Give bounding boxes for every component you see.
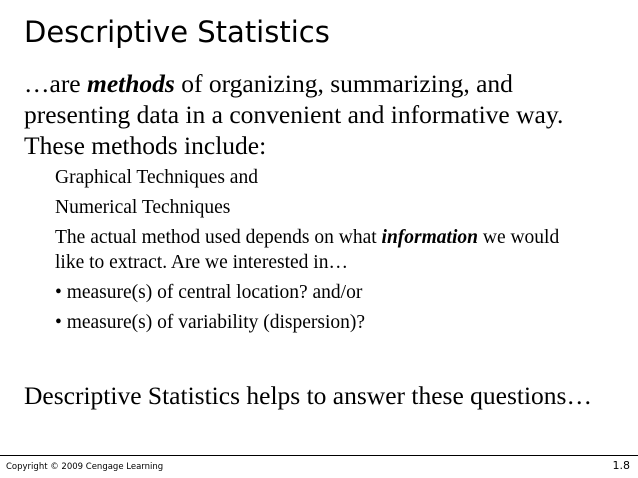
footer-page-number: 1.8	[612, 459, 630, 472]
slide-title: Descriptive Statistics	[24, 15, 330, 49]
bullet-variability: • measure(s) of variability (dispersion)?	[55, 312, 366, 333]
method-emphasis-information: information	[381, 227, 478, 248]
intro-emphasis-methods: methods	[87, 69, 175, 98]
item-numerical-techniques: Numerical Techniques	[55, 197, 231, 218]
intro-paragraph	[24, 68, 624, 161]
footer-divider	[0, 455, 638, 456]
method-line-1-rest: we would	[477, 227, 560, 248]
method-line-1-lead: The actual method used depends on what	[55, 227, 382, 248]
footer-copyright: Copyright © 2009 Cengage Learning	[6, 462, 164, 472]
method-line-2: like to extract. Are we interested in…	[55, 252, 348, 273]
item-graphical-techniques: Graphical Techniques and	[55, 167, 258, 188]
closing-statement: Descriptive Statistics helps to answer these questions…	[24, 381, 592, 410]
bullet-central-location: • measure(s) of central location? and/or	[55, 282, 363, 303]
method-line-1	[55, 226, 559, 250]
intro-rest: of organizing, summarizing, and presenting data in a convenient and informative way. These methods include:	[24, 69, 564, 160]
intro-lead: …are	[24, 69, 88, 98]
